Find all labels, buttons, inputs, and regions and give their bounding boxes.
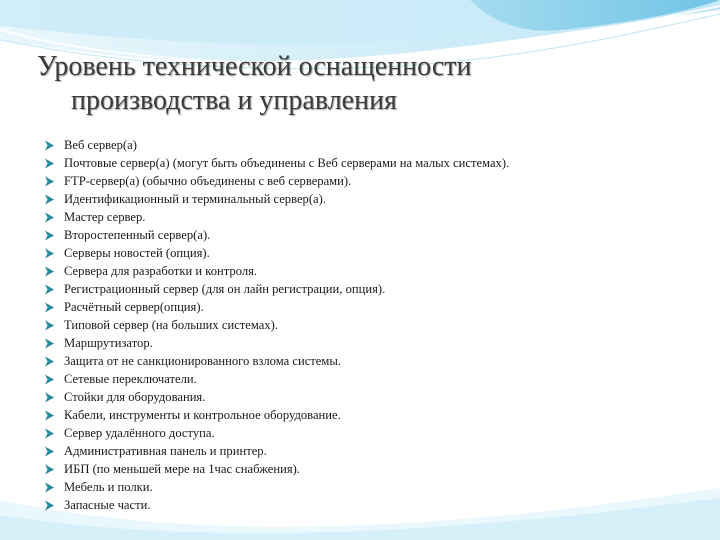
list-item [44, 244, 694, 262]
list-item [44, 424, 694, 442]
list-item [44, 388, 694, 406]
arrow-right-bullet-icon [44, 212, 64, 223]
list-item-text: Мебель и полки. [64, 479, 153, 494]
list-item-text: Второстепенный сервер(а). [64, 227, 211, 242]
list-item [44, 136, 694, 154]
arrow-right-bullet-icon [44, 158, 64, 169]
list-item-text: Веб сервер(а) [64, 137, 137, 152]
list-item-text: Сервер удалённого доступа. [64, 425, 215, 440]
arrow-right-bullet-icon [44, 266, 64, 277]
arrow-right-bullet-icon [44, 500, 64, 511]
list-item [44, 172, 694, 190]
arrow-right-bullet-icon [44, 194, 64, 205]
arrow-right-bullet-icon [44, 230, 64, 241]
title-line-1: Уровень технической оснащенности [37, 51, 472, 82]
list-item [44, 442, 694, 460]
list-item [44, 370, 694, 388]
list-item-text: Регистрационный сервер (для он лайн регистрации, опция). [64, 281, 386, 296]
arrow-right-bullet-icon [44, 302, 64, 313]
list-item [44, 406, 694, 424]
list-item [44, 460, 694, 478]
list-item [44, 226, 694, 244]
arrow-right-bullet-icon [44, 428, 64, 439]
list-item [44, 334, 694, 352]
arrow-right-bullet-icon [44, 338, 64, 349]
list-item [44, 280, 694, 298]
list-item-text: Маршрутизатор. [64, 335, 153, 350]
list-item [44, 208, 694, 226]
list-item-text: ИБП (по меньшей мере на 1час снабжения). [64, 461, 300, 476]
arrow-right-bullet-icon [44, 446, 64, 457]
list-item [44, 190, 694, 208]
list-item-text: Запасные части. [64, 497, 151, 512]
arrow-right-bullet-icon [44, 284, 64, 295]
list-item-text: Стойки для оборудования. [64, 389, 206, 404]
list-item [44, 154, 694, 172]
arrow-right-bullet-icon [44, 374, 64, 385]
equipment-list [44, 136, 694, 514]
list-item [44, 496, 694, 514]
arrow-right-bullet-icon [44, 464, 64, 475]
arrow-right-bullet-icon [44, 356, 64, 367]
list-item-text: FTP-сервер(а) (обычно объединены с веб серверами). [64, 173, 352, 188]
list-item [44, 478, 694, 496]
list-item [44, 316, 694, 334]
list-item [44, 352, 694, 370]
list-item [44, 298, 694, 316]
list-item-text: Идентификационный и терминальный сервер(а). [64, 191, 326, 206]
title-line-2: производства и управления [71, 85, 397, 116]
arrow-right-bullet-icon [44, 176, 64, 187]
list-item-text: Административная панель и принтер. [64, 443, 267, 458]
arrow-right-bullet-icon [44, 248, 64, 259]
list-item-text: Серверы новостей (опция). [64, 245, 210, 260]
list-item-text: Сервера для разработки и контроля. [64, 263, 258, 278]
arrow-right-bullet-icon [44, 410, 64, 421]
list-item-text: Мастер сервер. [64, 209, 146, 224]
list-item [44, 262, 694, 280]
list-item-text: Защита от не санкционированного взлома системы. [64, 353, 341, 368]
arrow-right-bullet-icon [44, 482, 64, 493]
list-item-text: Типовой сервер (на больших системах). [64, 317, 278, 332]
arrow-right-bullet-icon [44, 140, 64, 151]
list-item-text: Кабели, инструменты и контрольное оборудование. [64, 407, 341, 422]
arrow-right-bullet-icon [44, 320, 64, 331]
slide-title [37, 50, 677, 118]
list-item-text: Сетевые переключатели. [64, 371, 197, 386]
list-item-text: Почтовые сервер(а) (могут быть объединены с Веб серверами на малых системах). [64, 155, 510, 170]
list-item-text: Расчётный сервер(опция). [64, 299, 204, 314]
arrow-right-bullet-icon [44, 392, 64, 403]
